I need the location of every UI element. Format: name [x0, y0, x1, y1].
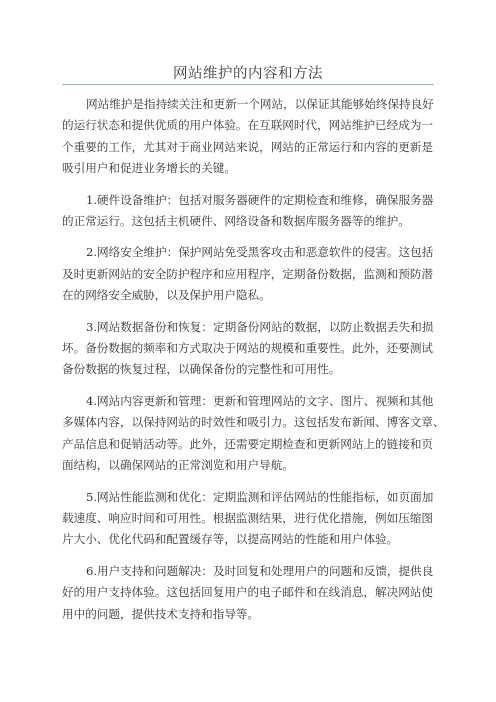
paragraph-line: 备份数据的恢复过程，以确保备份的完整性和可用性。 — [62, 362, 341, 377]
paragraph-intro — [62, 94, 434, 180]
paragraph-line: 3.网站数据备份和恢复：定期备份网站的数据，以防止数据丢失和损 — [86, 319, 434, 334]
paragraph-performance-monitoring — [62, 487, 434, 551]
paragraph-line: 产品信息和促销活动等。此外，还需要定期检查和更新网站上的链接和页 — [62, 436, 434, 451]
document-body — [62, 94, 445, 635]
paragraph-line: 的运行状态和提供优质的用户体验。在互联网时代，网站维护已经成为一 — [62, 118, 434, 133]
paragraph-line: 坏。备份数据的频率和方式取决于网站的规模和重要性。此外，还要测试 — [62, 341, 434, 356]
paragraph-line: 多媒体内容，以保持网站的时效性和吸引力。这包括发布新闻、博客文章、 — [62, 415, 445, 430]
paragraph-hardware-maintenance — [62, 190, 434, 233]
paragraph-line: 5.网站性能监测和优化：定期监测和评估网站的性能指标，如页面加 — [86, 489, 434, 504]
paragraph-user-support — [62, 561, 434, 625]
paragraph-data-backup — [62, 317, 434, 381]
paragraph-line: 4.网站内容更新和管理：更新和管理网站的文字、图片、视频和其他 — [86, 393, 434, 408]
paragraph-line: 6.用户支持和问题解决：及时回复和处理用户的问题和反馈，提供良 — [86, 563, 434, 578]
document-title: 网站维护的内容和方法 — [173, 66, 323, 82]
paragraph-line: 2.网络安全维护：保护网站免受黑客攻击和恶意软件的侵害。这包括 — [86, 245, 434, 260]
paragraph-line: 个重要的工作，尤其对于商业网站来说，网站的正常运行和内容的更新是 — [62, 139, 434, 154]
paragraph-line: 1.硬件设备维护：包括对服务器硬件的定期检查和维修，确保服务器 — [86, 192, 434, 207]
paragraph-content-management — [62, 391, 445, 477]
paragraph-line: 面结构，以确保网站的正常浏览和用户导航。 — [62, 458, 294, 473]
paragraph-line: 载速度、响应时间和可用性。根据监测结果，进行优化措施，例如压缩图 — [62, 510, 434, 525]
paragraph-line: 吸引用户和促进业务增长的关键。 — [62, 161, 236, 176]
paragraph-line: 用中的问题，提供技术支持和指导等。 — [62, 606, 260, 621]
paragraph-line: 网站维护是指持续关注和更新一个网站，以保证其能够始终保持良好 — [86, 97, 434, 111]
title-divider — [62, 84, 434, 85]
paragraph-line: 片大小、优化代码和配置缓存等，以提高网站的性能和用户体验。 — [62, 532, 399, 547]
paragraph-line: 的正常运行。这包括主机硬件、网络设备和数据库服务器等的维护。 — [62, 214, 410, 229]
paragraph-line: 好的用户支持体验。这包括回复用户的电子邮件和在线消息，解决网站使 — [62, 585, 434, 600]
paragraph-network-security — [62, 242, 434, 306]
paragraph-line: 及时更新网站的安全防护程序和应用程序，定期备份数据，监测和预防潜 — [62, 266, 434, 281]
paragraph-line: 在的网络安全威胁，以及保护用户隐私。 — [62, 288, 271, 303]
